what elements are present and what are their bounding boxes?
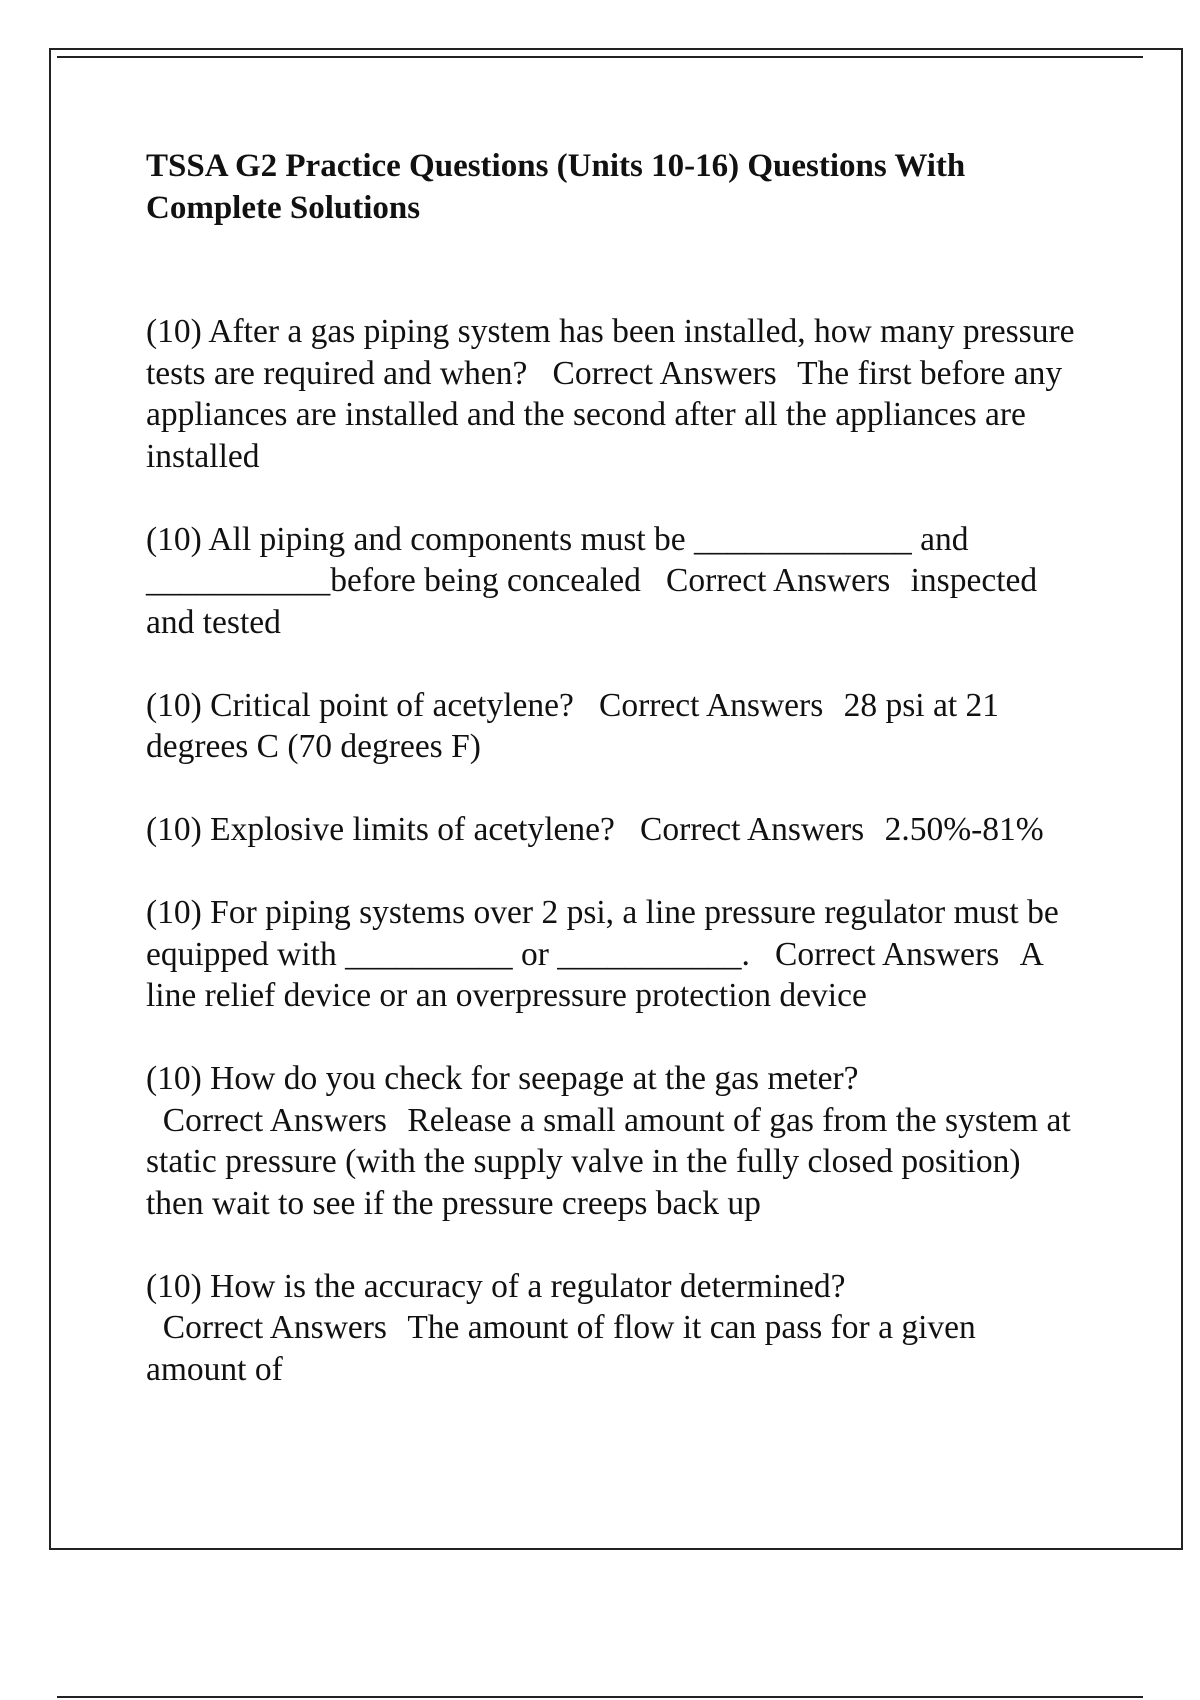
question-text: (10) Critical point of acetylene? [146, 686, 574, 724]
qa-item-5 [146, 892, 1076, 1017]
answer-label: Correct Answers [162, 1101, 387, 1139]
answer-text: Release a small amount of gas from the system at static pressure (with the supply valve in the fully closed position) then wait to see if the pressure creeps back up [146, 1101, 1071, 1222]
question-text: (10) Explosive limits of acetylene? [146, 811, 615, 848]
answer-text: A line relief device or an overpressure protection device [146, 935, 1042, 1014]
question-text: (10) How is the accuracy of a regulator determined? [146, 1267, 846, 1305]
qa-item-3 [146, 685, 1076, 768]
question-text: (10) How do you check for seepage at the gas meter? [146, 1060, 859, 1097]
answer-text: 28 psi at 21 degrees C (70 degrees F) [146, 686, 1000, 765]
question-text: (10) All piping and components must be _____________ and ___________before being concealed [146, 520, 969, 599]
answer-label: Correct Answers [666, 562, 891, 599]
answer-label: Correct Answers [775, 935, 1000, 973]
answer-text: The amount of flow it can pass for a given amount of [146, 1309, 976, 1388]
answer-text: 2.50%-81% [884, 811, 1044, 848]
question-text: (10) After a gas piping system has been installed, how many pressure tests are required and when? [146, 313, 1075, 392]
top-rule [57, 56, 1143, 58]
qa-item-2 [146, 519, 1076, 644]
answer-label: Correct Answers [552, 354, 777, 392]
qa-item-1 [146, 311, 1076, 477]
question-text: (10) For piping systems over 2 psi, a line pressure regulator must be equipped with __________ or ___________. [146, 894, 1059, 973]
answer-label: Correct Answers [599, 686, 824, 724]
qa-item-4 [146, 809, 1076, 851]
qa-item-7 [146, 1266, 1076, 1391]
document-title: TSSA G2 Practice Questions (Units 10-16) Questions With Complete Solutions [146, 148, 966, 226]
qa-item-6 [146, 1058, 1076, 1224]
answer-text: The first before any appliances are installed and the second after all the appliances are installed [146, 354, 1063, 475]
document-body [146, 145, 1076, 1432]
answer-label: Correct Answers [639, 811, 865, 848]
answer-label: Correct Answers [162, 1309, 387, 1346]
answer-text: inspected and tested [146, 562, 1038, 641]
bottom-rule [57, 1696, 1143, 1698]
